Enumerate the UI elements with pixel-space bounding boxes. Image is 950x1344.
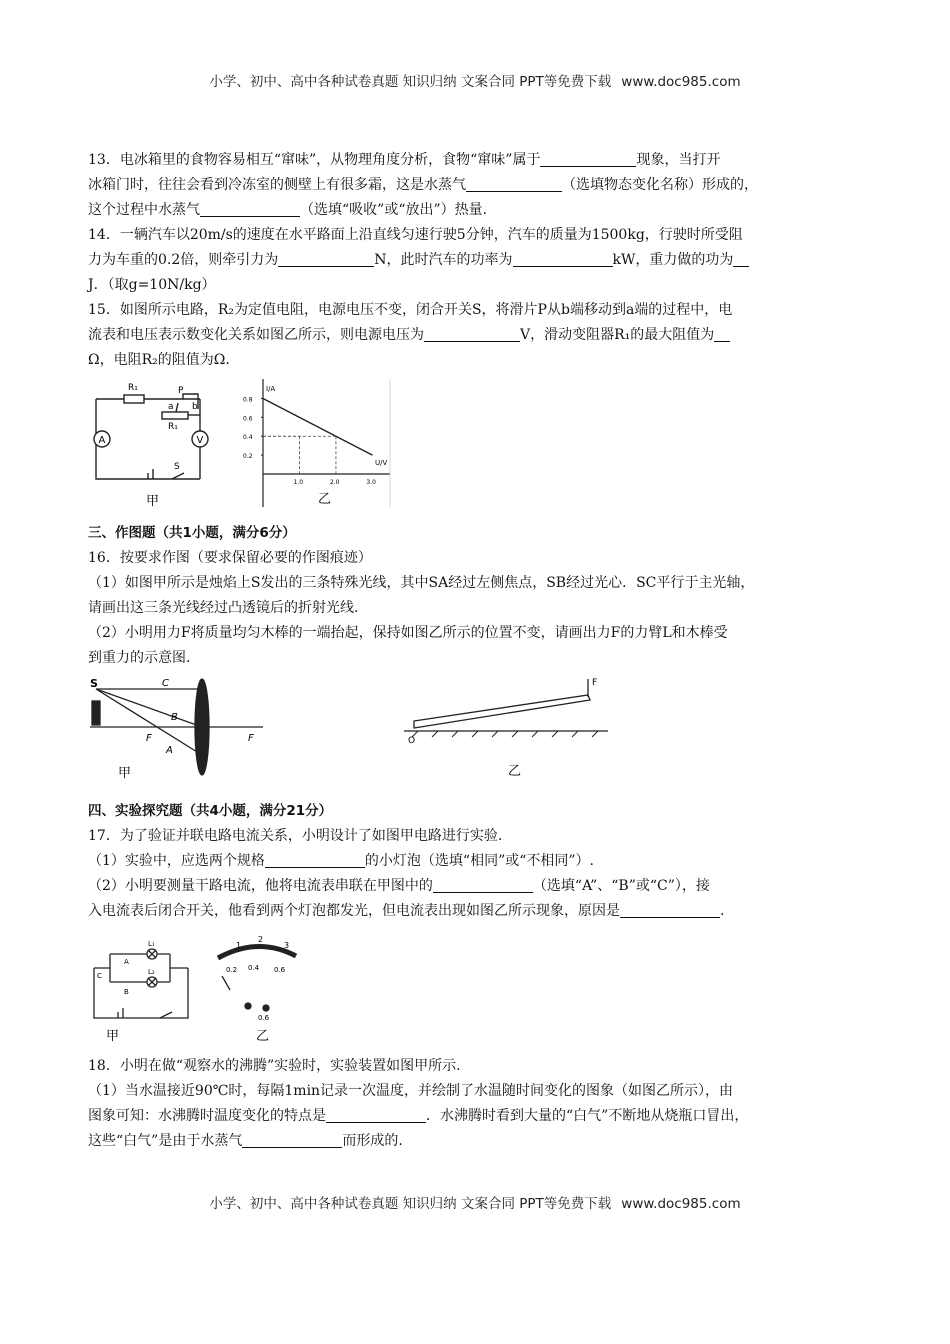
- answer-blank[interactable]: [733, 250, 749, 267]
- x-tick-label: 3.0: [366, 479, 376, 486]
- q13-line2: 冰箱门时，往往会看到冷冻室的侧壁上有很多霜，这是水蒸气 （选填物态变化名称）形成的，: [88, 177, 758, 193]
- point-b: B: [124, 988, 129, 996]
- ammeter-needle: [222, 976, 230, 990]
- q16-figure: [88, 675, 648, 785]
- ray-sa: [96, 689, 202, 755]
- answer-blank[interactable]: [513, 250, 613, 267]
- answer-blank[interactable]: [424, 325, 520, 342]
- parallel-circuit-jia: [94, 949, 188, 1018]
- fig-label-jia: 甲: [106, 1029, 120, 1044]
- q15-figure: [88, 379, 408, 509]
- q14-line1: 14．一辆汽车以20m/s的速度在水平路面上沿直线匀速行驶5分钟，汽车的质量为1500kg，行驶时所受阻: [88, 227, 743, 243]
- answer-blank[interactable]: [714, 325, 730, 342]
- q16-line4: （2）小明用力F将质量均匀木棒的一端抬起，保持如图乙所示的位置不变，请画出力F的力臂L和木棒受: [88, 625, 728, 641]
- lever-diagram-yi: [404, 679, 608, 737]
- dial-tick: 0.6: [274, 966, 286, 974]
- fig-label-yi: 乙: [256, 1029, 270, 1044]
- q16-line5: 到重力的示意图.: [88, 650, 191, 666]
- q17-line1: 17．为了验证并联电路电流关系，小明设计了如图甲电路进行实验.: [88, 828, 503, 844]
- force-f-label: F: [592, 678, 598, 688]
- answer-blank[interactable]: [620, 901, 720, 918]
- footer-text: 小学、初中、高中各种试卷真题 知识归纳 文案合同 PPT等免费下载: [209, 1196, 612, 1212]
- q13-line1: 13．电冰箱里的食物容易相互“窜味”，从物理角度分析，食物“窜味”属于 现象，当打开: [88, 152, 721, 168]
- r2-label: R₁: [128, 383, 138, 393]
- q16-line3: 请画出这三条光线经过凸透镜后的折射光线.: [88, 600, 359, 616]
- section-3-title: 三、作图题（共1小题，满分6分）: [88, 525, 296, 541]
- y-tick-label: 0.8: [243, 396, 253, 404]
- terminal-b: b: [192, 402, 198, 412]
- y-tick-label: 0.6: [243, 415, 253, 423]
- dial-tick: 0.4: [248, 964, 260, 972]
- voltmeter-label: V: [196, 435, 204, 446]
- y-tick-label: 0.2: [243, 453, 253, 461]
- x-axis-label: U/V: [375, 459, 388, 467]
- resistor-r2: [124, 395, 144, 403]
- terminal-a: a: [168, 402, 174, 412]
- answer-blank[interactable]: [265, 851, 365, 868]
- focus-right: F: [248, 733, 254, 744]
- footer-url[interactable]: www.doc985.com: [621, 1196, 741, 1212]
- dial-tick: 1: [236, 941, 242, 950]
- answer-blank[interactable]: [278, 250, 374, 267]
- dial-tick: 3: [284, 941, 290, 950]
- fig-label-yi: 乙: [318, 492, 332, 507]
- x-tick-label: 1.0: [293, 479, 304, 486]
- pivot-o: O: [408, 736, 416, 746]
- q17-line2: （1）实验中，应选两个规格 的小灯泡（选填“相同”或“不相同”）.: [88, 853, 595, 869]
- point-c: C: [162, 678, 169, 689]
- header-text: 小学、初中、高中各种试卷真题 知识归纳 文案合同 PPT等免费下载: [209, 74, 612, 90]
- slider-p: P: [178, 386, 184, 396]
- iu-line: [263, 398, 372, 455]
- page-footer: [0, 1192, 950, 1212]
- q17-line4: 入电流表后闭合开关，他看到两个灯泡都发光，但电流表出现如图乙所示现象，原因是 .: [88, 903, 725, 919]
- focus-left: F: [146, 733, 152, 744]
- section-4-title: 四、实验探究题（共4小题，满分21分）: [88, 803, 333, 819]
- header-url[interactable]: www.doc985.com: [621, 74, 741, 90]
- answer-blank[interactable]: [466, 175, 562, 192]
- switch-s: S: [174, 462, 180, 472]
- ammeter-label: A: [98, 435, 106, 446]
- answer-blank[interactable]: [326, 1106, 426, 1123]
- q16-line1: 16．按要求作图（要求保留必要的作图痕迹）: [88, 550, 372, 566]
- q13-line3: 这个过程中水蒸气 （选填“吸收”或“放出”）热量.: [88, 202, 488, 218]
- q15-line3: Ω，电阻R₂的阻值为Ω.: [88, 352, 230, 368]
- x-tick-label: 2.0: [329, 479, 340, 486]
- q18-line3: 图象可知：水沸腾时温度变化的特点是 ．水沸腾时看到大量的“白气”不断地从烧瓶口冒出，: [88, 1108, 749, 1124]
- point-b: B: [171, 712, 178, 723]
- bulb-l1-label: L₁: [148, 940, 155, 948]
- slide-rheostat: [162, 412, 188, 419]
- ammeter-dial-yi: [218, 946, 296, 1011]
- point-s: S: [90, 677, 98, 690]
- fig-label-yi: 乙: [508, 764, 522, 779]
- answer-blank[interactable]: [242, 1131, 342, 1148]
- q17-line3: （2）小明要测量干路电流，他将电流表串联在甲图中的 （选填“A”、“B”或“C”），接: [88, 878, 710, 894]
- answer-blank[interactable]: [433, 876, 533, 893]
- fig-label-jia: 甲: [146, 494, 160, 509]
- r1-label: R₁: [168, 422, 178, 432]
- y-tick-label: 0.4: [243, 434, 253, 442]
- terminal-label: 0.6: [258, 1014, 270, 1022]
- iu-graph-yi: [243, 379, 390, 507]
- q18-line2: （1）当水温接近90℃时，每隔1min记录一次温度，并绘制了水温随时间变化的图象（如图乙所示），由: [88, 1083, 734, 1099]
- answer-blank[interactable]: [540, 150, 636, 167]
- circuit-diagram-jia: [94, 394, 208, 479]
- point-a: A: [124, 958, 129, 966]
- point-c: C: [97, 972, 102, 980]
- q14-line3: J．（取g=10N/kg）: [88, 277, 216, 293]
- y-axis-label: I/A: [266, 385, 276, 393]
- dial-tick: 2: [258, 935, 264, 944]
- fig-label-jia: 甲: [118, 766, 132, 781]
- q18-line4: 这些“白气”是由于水蒸气 而形成的.: [88, 1133, 403, 1149]
- q18-line1: 18．小明在做“观察水的沸腾”实验时，实验装置如图甲所示.: [88, 1058, 461, 1074]
- q15-line2: 流表和电压表示数变化关系如图乙所示，则电源电压为 V，滑动变阻器R₁的最大阻值为: [88, 323, 868, 348]
- q16-line2: （1）如图甲所示是烛焰上S发出的三条特殊光线，其中SA经过左侧焦点，SB经过光心．SC平行于主光轴，: [88, 575, 755, 591]
- q17-figure: [88, 928, 328, 1046]
- candle: [92, 701, 100, 725]
- point-a: A: [166, 745, 173, 756]
- bulb-l2-label: L₂: [148, 968, 155, 976]
- dial-tick: 0.2: [226, 966, 238, 974]
- lens-diagram-jia: [90, 679, 263, 775]
- answer-blank[interactable]: [200, 200, 300, 217]
- q14-line2: 力为车重的0.2倍，则牵引力为 N，此时汽车的功率为 kW，重力做的功为: [88, 248, 868, 273]
- q15-line1: 15．如图所示电路，R₂为定值电阻，电源电压不变，闭合开关S，将滑片P从b端移动到a端的过程中，电: [88, 302, 733, 318]
- exam-content: [88, 148, 868, 1154]
- page-header: [0, 70, 950, 90]
